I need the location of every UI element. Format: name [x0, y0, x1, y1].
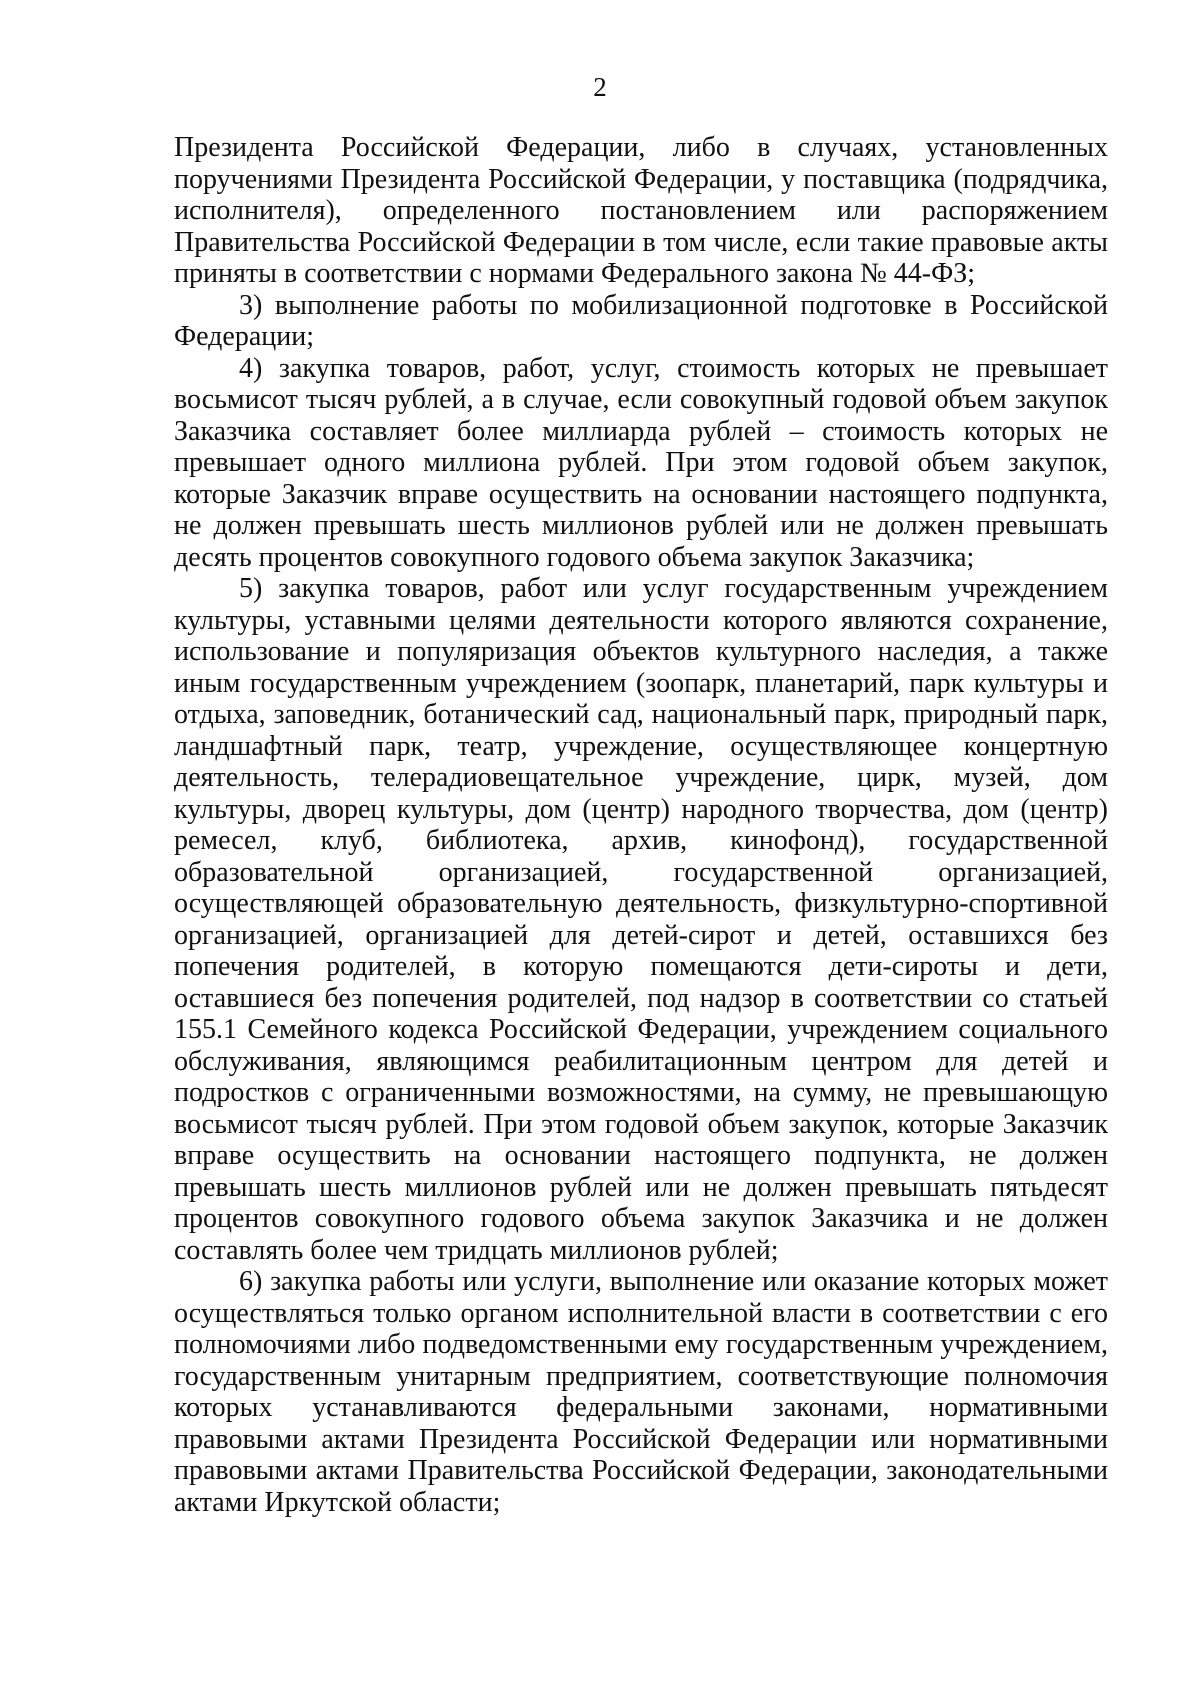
paragraph-continuation: Президента Российской Федерации, либо в случаях, установленных поручениями Президента Российской Федерации, у поставщика (подрядчика, исполнителя), определенного постановлением или распоряжением Правительства Российской Федерации в том числе, если такие правовые акты приняты в соответствии с нормами Федерального закона № 44-ФЗ;	[174, 132, 1108, 289]
paragraph-item-5: 5) закупка товаров, работ или услуг государственным учреждением культуры, уставными целями деятельности которого являются сохранение, использование и популяризация объектов культурного наследия, а также иным государственным учреждением (зоопарк, планетарий, парк культуры и отдыха, заповедник, ботанический сад, национальный парк, природный парк, ландшафтный парк, театр, учреждение, осуществляющее концертную деятельность, телерадиовещательное учреждение, цирк, музей, дом культуры, дворец культуры, дом (центр) народного творчества, дом (центр) ремесел, клуб, библиотека, архив, кинофонд), государственной образовательной организацией, государственной организацией, осуществляющей образовательную деятельность, физкультурно-спортивной организацией, организацией для детей-сирот и детей, оставшихся без попечения родителей, в которую помещаются дети-сироты и дети, оставшиеся без попечения родителей, под надзор в соответствии со статьей 155.1 Семейного кодекса Российской Федерации, учреждением социального обслуживания, являющимся реабилитационным центром для детей и подростков с ограниченными возможностями, на сумму, не превышающую восьмисот тысяч рублей. При этом годовой объем закупок, которые Заказчик вправе осуществить на основании настоящего подпункта, не должен превышать шесть миллионов рублей или не должен превышать пятьдесят процентов совокупного годового объема закупок Заказчика и не должен составлять более чем тридцать миллионов рублей;	[174, 573, 1108, 1266]
document-body	[174, 132, 1108, 1518]
paragraph-item-6: 6) закупка работы или услуги, выполнение или оказание которых может осуществляться только органом исполнительной власти в соответствии с его полномочиями либо подведомственными ему государственным учреждением, государственным унитарным предприятием, соответствующие полномочия которых устанавливаются федеральными законами, нормативными правовыми актами Президента Российской Федерации или нормативными правовыми актами Правительства Российской Федерации, законодательными актами Иркутской области;	[174, 1266, 1108, 1518]
paragraph-item-3: 3) выполнение работы по мобилизационной подготовке в Российской Федерации;	[174, 289, 1108, 352]
page-number: 2	[593, 72, 607, 102]
paragraph-item-4: 4) закупка товаров, работ, услуг, стоимость которых не превышает восьмисот тысяч рублей, а в случае, если совокупный годовой объем закупок Заказчика составляет более миллиарда рублей – стоимость которых не превышает одного миллиона рублей. При этом годовой объем закупок, которые Заказчик вправе осуществить на основании настоящего подпункта, не должен превышать шесть миллионов рублей или не должен превышать десять процентов совокупного годового объема закупок Заказчика;	[174, 352, 1108, 573]
